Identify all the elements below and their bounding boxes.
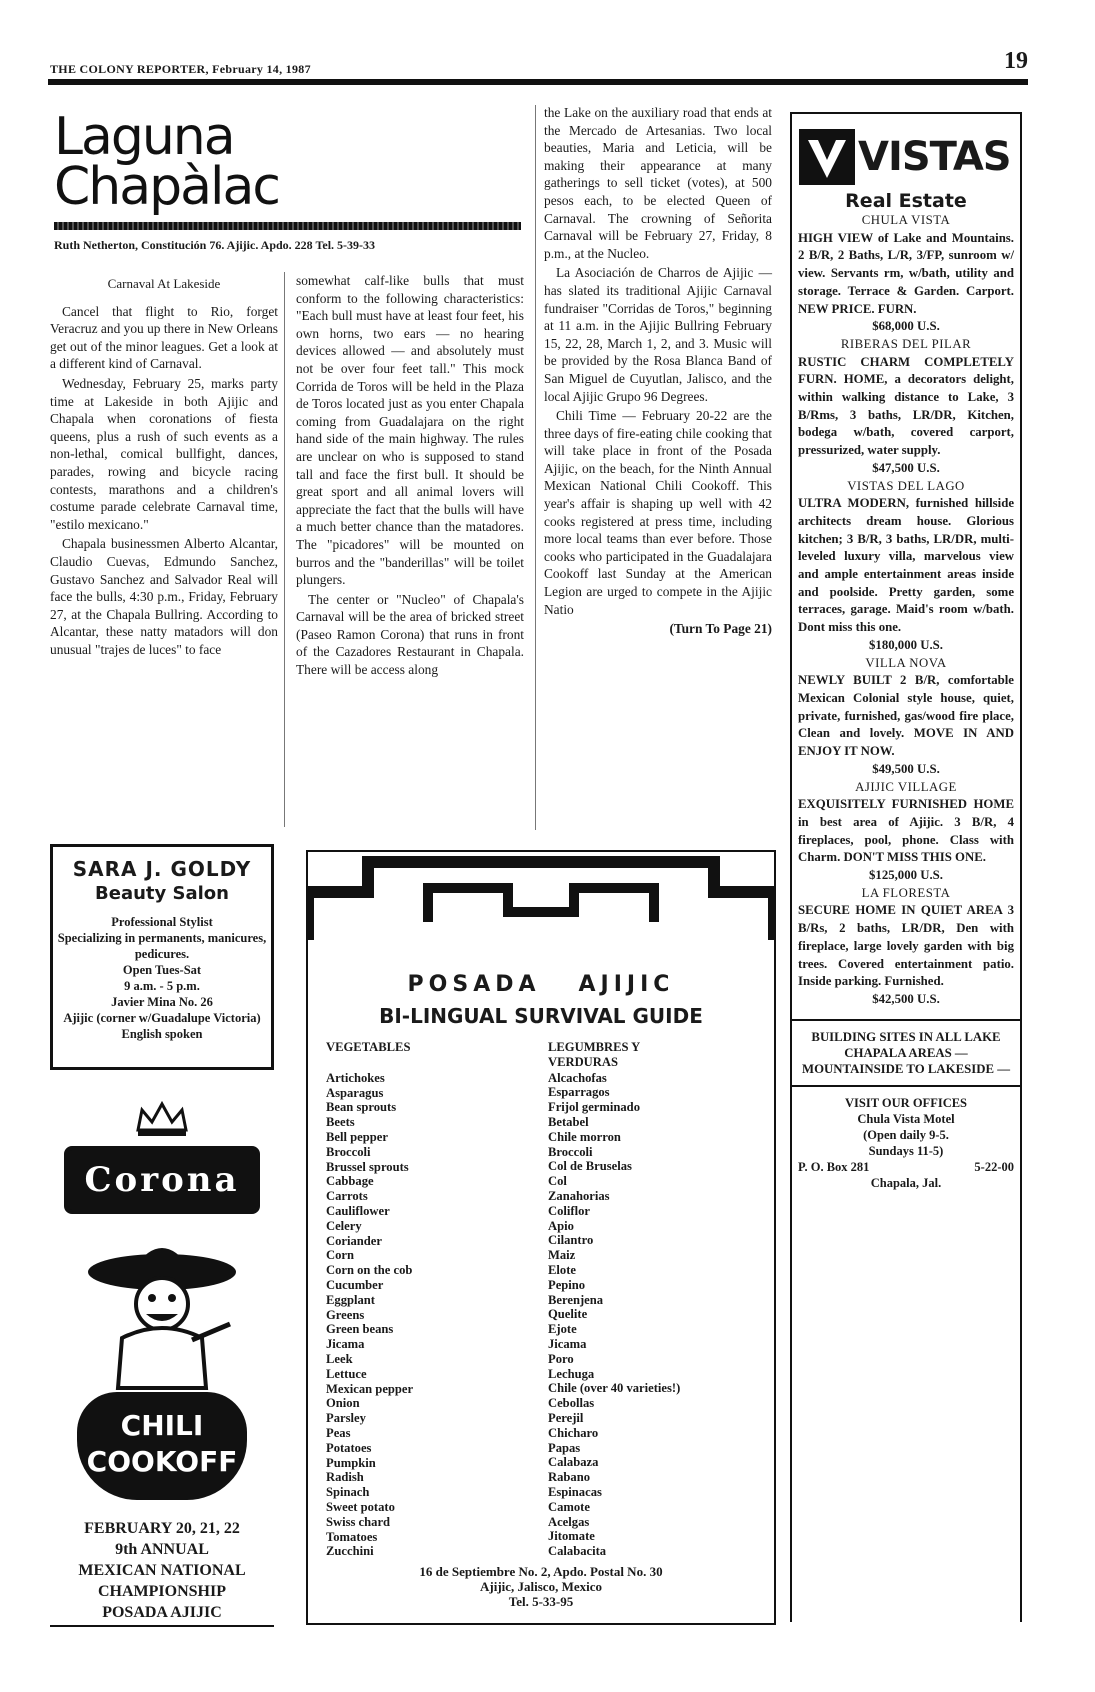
- page-number: 19: [1004, 48, 1028, 74]
- address-line: Tel. 5-33-95: [508, 1594, 574, 1609]
- english-list: [326, 1040, 536, 1559]
- column-title-line2: Chapàlac: [54, 157, 279, 217]
- listing-price: $68,000 U.S.: [872, 319, 940, 334]
- listing-body: RUSTIC CHARM COMPLETELY FURN. HOME, a decorators delight, within walking distance to Lake, 3 B/Rms, 3 baths, LR/DR, Kitchen, bodega w/bath, covered carport, pressurized, water supply.: [798, 354, 1014, 458]
- vegetable-english: Potatoes: [326, 1440, 372, 1455]
- office-line: (Open daily 9-5.: [863, 1127, 949, 1142]
- listing-body: SECURE HOME IN QUIET AREA 3 B/Rs, 2 baths, LR/DR, Den with fireplace, large lovely garden with big trees. Covered entertainment patio. Inside parking. Furnished.: [798, 903, 1014, 989]
- corona-bottom-rule: [50, 1625, 274, 1627]
- vegetable-spanish: Broccoli: [548, 1144, 593, 1159]
- office-line: Chapala, Jal.: [870, 1175, 942, 1190]
- article-para: Chapala businessmen Alberto Alcantar, Claudio Cuevas, Edmundo Sanchez, Gustavo Sanchez and Salvador Real will face the bulls, 4:30 p.m., Friday, February 27, at the Chapala Bullring. According to Alcantar, these natty matadors will don unusual "trajes de luces" to face: [50, 536, 278, 657]
- vegetable-spanish: Col de Bruselas: [548, 1159, 632, 1174]
- article-headline: Carnaval At Lakeside: [107, 276, 221, 291]
- vegetable-spanish: Pepino: [548, 1277, 586, 1292]
- vistas-offices: [792, 1085, 1020, 1191]
- vegetable-spanish: Papas: [548, 1440, 581, 1455]
- vegetable-spanish: Chile (over 40 varieties!): [548, 1381, 681, 1396]
- vegetable-english: Beets: [326, 1115, 355, 1130]
- title-rule: [54, 222, 521, 230]
- vistas-ad: [790, 112, 1022, 1622]
- vegetable-spanish: Cilantro: [548, 1233, 594, 1248]
- vegetable-spanish: Berenjena: [548, 1292, 604, 1307]
- vegetable-english: Carrots: [326, 1189, 368, 1204]
- fret-border-icon: [308, 852, 774, 947]
- posada-address: [308, 1564, 774, 1609]
- listing-body: HIGH VIEW of Lake and Mountains. 2 B/R, 2 Baths, L/R, 3/FP, sunroom w/ view. Servants rm, w/bath, utility and storage. Terrace & Garden. Carport. NEW PRICE. FURN.: [798, 230, 1014, 316]
- listing-heading: LA FLORESTA: [861, 885, 951, 900]
- corona-line: POSADA AJIJIC: [102, 1604, 222, 1621]
- vegetable-english: Cauliflower: [326, 1203, 390, 1218]
- vegetable-spanish: Betabel: [548, 1114, 589, 1129]
- corona-line: FEBRUARY 20, 21, 22: [84, 1520, 240, 1537]
- vegetable-english: Celery: [326, 1218, 362, 1233]
- address-line: Ajijic, Jalisco, Mexico: [479, 1579, 602, 1594]
- article-para: somewhat calf-like bulls that must conform to the following characteristics: "Each bull must have at least four feet, his own horns, two ears — no hearing devices allowed — and absolutely must not be over four feet tall." This mock Corrida de Toros will be held in the Plaza de Toros located just as you enter Chapala coming from Guadalajara on the right hand side of the main highway. The rules are unclear on who is supposed to stand tall and face the first bull. It should be great sport and all animal lovers will appreciate the fact that the bulls will have a much better chance than the matadores. The "picadores" will be mounted on burros and the "banderillas" will be toilet plungers.: [296, 273, 524, 588]
- vegetable-spanish: Coliflor: [548, 1203, 590, 1218]
- listing-body: NEWLY BUILT 2 B/R, comfortable Mexican Colonial style house, quiet, private, furnished, gas/wood fire place, Clean and lovely. MOVE IN AND ENJOY IT NOW.: [798, 673, 1014, 759]
- column-divider: [535, 105, 536, 830]
- vegetable-spanish: Rabano: [548, 1470, 590, 1485]
- v-emblem-icon: [798, 128, 856, 186]
- vistas-subtitle: Real Estate: [845, 190, 967, 212]
- vegetable-english: Brussel sprouts: [326, 1159, 409, 1174]
- vegetable-english: Zucchini: [326, 1544, 374, 1559]
- vegetable-english: Coriander: [326, 1233, 382, 1248]
- spanish-heading: VERDURAS: [548, 1054, 618, 1069]
- pobox: P. O. Box 281: [798, 1159, 870, 1174]
- posada-subtitle: BI-LINGUAL SURVIVAL GUIDE: [379, 1004, 703, 1028]
- corona-ad: [50, 1100, 274, 1620]
- listing-body: EXQUISITELY FURNISHED HOME in best area of Ajijic. 3 B/R, 4 fireplaces, pool, phone. Class with Charm. DON'T MISS THIS ONE.: [798, 797, 1014, 865]
- vistas-footer: [792, 1019, 1020, 1191]
- goldy-ad: [50, 844, 274, 1070]
- vegetable-spanish: Quelite: [548, 1307, 588, 1322]
- vegetable-spanish: Calabacita: [548, 1544, 607, 1559]
- article-para: Wednesday, February 25, marks party time at Lakeside in both Ajijic and Chapala when coronations of fiesta queens, plus a rush of such events as a non-lethal, comical bullfight, dances, parades, rowing and bicycle racing contests, marathons and a children's costume parade celebrate Carnaval time, "estilo mexicano.": [50, 375, 278, 532]
- listing-price: $49,500 U.S.: [872, 761, 940, 776]
- listing-price: $180,000 U.S.: [869, 637, 943, 652]
- vegetable-english: Onion: [326, 1396, 360, 1411]
- vegetable-spanish: Frijol germinado: [548, 1100, 640, 1115]
- vegetable-english: Peas: [326, 1425, 351, 1440]
- listing-price: $42,500 U.S.: [872, 991, 940, 1006]
- office-contact: [798, 1159, 1014, 1175]
- goldy-line: 9 a.m. - 5 p.m.: [124, 979, 200, 993]
- pot-line: CHILI: [120, 1409, 204, 1442]
- article-column-1: [50, 275, 278, 660]
- goldy-line: Specializing in permanents, manicures, pedicures.: [57, 931, 267, 961]
- vegetable-english: Swiss chard: [326, 1514, 391, 1529]
- vegetable-english: Broccoli: [326, 1144, 371, 1159]
- building-sites: BUILDING SITES IN ALL LAKE CHAPALA AREAS — MOUNTAINSIDE TO LAKESIDE —: [802, 1029, 1010, 1076]
- vegetable-english: Tomatoes: [326, 1529, 378, 1544]
- vegetable-english: Sweet potato: [326, 1499, 395, 1514]
- vegetable-english: Spinach: [326, 1485, 370, 1500]
- corona-details: [50, 1518, 274, 1623]
- vegetable-english: Bean sprouts: [326, 1100, 397, 1115]
- spanish-list: [548, 1040, 768, 1559]
- vegetable-english: Leek: [326, 1351, 353, 1366]
- listing-heading: RIBERAS DEL PILAR: [840, 336, 972, 351]
- vegetable-english: Jicama: [326, 1337, 365, 1352]
- goldy-subtitle: Beauty Salon: [95, 883, 229, 904]
- article-para: The center or "Nucleo" of Chapala's Carnaval will be the area of bricked street (Paseo Ramon Corona) that runs in front of the Cazadores Restaurant in Chapala. There will be access along: [296, 591, 524, 678]
- masthead: THE COLONY REPORTER, February 14, 1987: [50, 62, 311, 76]
- vegetable-english: Lettuce: [326, 1366, 367, 1381]
- crown-icon: [132, 1100, 192, 1138]
- listing-heading: VISTAS DEL LAGO: [847, 478, 965, 493]
- goldy-line: Ajijic (corner w/Guadalupe Victoria): [63, 1011, 261, 1025]
- listing-heading: CHULA VISTA: [861, 213, 951, 227]
- vegetable-english: Artichokes: [326, 1070, 385, 1085]
- posada-ad: [306, 850, 776, 1625]
- listing-price: $47,500 U.S.: [872, 460, 940, 475]
- goldy-line: English spoken: [121, 1027, 203, 1041]
- goldy-line: Javier Mina No. 26: [111, 995, 213, 1009]
- vegetable-english: Green beans: [326, 1322, 394, 1337]
- vegetable-spanish: Zanahorias: [548, 1188, 610, 1203]
- column-title-line1: Laguna: [54, 107, 234, 167]
- vistas-logo-text: VISTAS: [858, 134, 1011, 180]
- vegetable-spanish: Camote: [548, 1499, 590, 1514]
- vegetable-english: Cabbage: [326, 1174, 374, 1189]
- vegetable-spanish: Acelgas: [548, 1514, 590, 1529]
- vegetable-spanish: Jicama: [548, 1336, 587, 1351]
- vegetable-spanish: Perejil: [548, 1410, 584, 1425]
- pot-line: COOKOFF: [86, 1445, 238, 1478]
- vegetable-spanish: Elote: [548, 1262, 576, 1277]
- vegetable-english: Radish: [326, 1470, 364, 1485]
- posada-title: POSADA AJIJIC: [407, 972, 675, 997]
- address-line: 16 de Septiembre No. 2, Apdo. Postal No. 30: [419, 1564, 663, 1579]
- goldy-name: SARA J. GOLDY: [72, 857, 252, 881]
- column-title: [54, 107, 279, 217]
- vegetable-english: Greens: [326, 1307, 365, 1322]
- vegetable-spanish: Poro: [548, 1351, 574, 1366]
- goldy-line: Open Tues-Sat: [122, 963, 202, 977]
- vegetable-english: Cucumber: [326, 1277, 384, 1292]
- vegetable-english: Asparagus: [326, 1085, 384, 1100]
- listing-price: $125,000 U.S.: [869, 868, 943, 883]
- vegetable-spanish: Esparragos: [548, 1085, 610, 1100]
- listing-heading: AJIJIC VILLAGE: [855, 779, 957, 794]
- vegetable-spanish: Alcachofas: [548, 1070, 607, 1085]
- vegetable-english: Eggplant: [326, 1292, 375, 1307]
- corona-line: 9th ANNUAL: [115, 1541, 209, 1558]
- vegetable-spanish: Ejote: [548, 1322, 577, 1337]
- vegetable-spanish: Chicharo: [548, 1425, 599, 1440]
- listing-heading: VILLA NOVA: [865, 655, 947, 670]
- spanish-heading: LEGUMBRES Y: [548, 1040, 641, 1054]
- vistas-logo: [798, 128, 1014, 186]
- turn-to-page: (Turn To Page 21): [669, 621, 772, 637]
- corona-line: MEXICAN NATIONAL: [78, 1562, 246, 1579]
- vegetable-spanish: Espinacas: [548, 1484, 602, 1499]
- corona-logo: Corona: [64, 1146, 260, 1214]
- vegetable-english: Pumpkin: [326, 1455, 376, 1470]
- phone: 5-22-00: [974, 1159, 1014, 1174]
- vegetable-spanish: Maiz: [548, 1248, 576, 1263]
- article-para: Cancel that flight to Rio, forget Veracruz and you up there in New Orleans get out of the minor leagues. Get a look at a different kind of Carnaval.: [50, 303, 278, 372]
- vegetable-spanish: Col: [548, 1174, 567, 1189]
- sombrero-figure-icon: [82, 1228, 242, 1398]
- byline: Ruth Netherton, Constitución 76. Ajijic. Apdo. 228 Tel. 5-39-33: [54, 238, 376, 252]
- vegetable-spanish: Cebollas: [548, 1396, 595, 1411]
- vegetable-english: Corn: [326, 1248, 354, 1263]
- vegetable-spanish: Lechuga: [548, 1366, 595, 1381]
- article-column-3: [544, 104, 772, 638]
- vegetable-english: Corn on the cob: [326, 1263, 413, 1278]
- article-para: the Lake on the auxiliary road that ends at the Mercado de Artesanias. Two local beauties, Maria and Leticia, will be making their appearance at many gatherings to sell ticket (votes), at 500 pesos each, to be elected Queen of Carnaval. The crowning of Señorita Carnaval will be February 27, Friday, 8 p.m., at the Nucleo.: [544, 105, 772, 261]
- vistas-listings: [798, 212, 1014, 1009]
- vegetable-spanish: Jitomate: [548, 1529, 595, 1544]
- listing-body: ULTRA MODERN, furnished hillside architects dream house. Glorious kitchen; 3 B/R, 3 baths, LR/DR, multi-leveled luxury villa, marvelous view and ample entertainment areas inside and poolside. Pretty garden, some terraces, garage. Maid's room w/bath. Dont miss this one.: [798, 496, 1014, 635]
- corona-line: CHAMPIONSHIP: [98, 1583, 226, 1600]
- vegetable-english: Parsley: [326, 1411, 366, 1426]
- vegetable-english: Bell pepper: [326, 1129, 388, 1144]
- column-divider: [284, 272, 285, 827]
- vegetable-english: Mexican pepper: [326, 1381, 414, 1396]
- office-line: Sundays 11-5): [868, 1143, 944, 1158]
- article-para: Chili Time — February 20-22 are the three days of fire-eating chile cooking that will take place in front of the Posada Ajijic, on the beach, for the Ninth Annual Mexican National Chili Cookoff. This year's affair is shaping up well with 42 cooks registered at press time, including more local teams than ever before. Those cooks who participated in the Guadalajara Cookoff last Sunday at the American Legion are urged to compete in the Ajijic Natio: [544, 408, 772, 617]
- vegetable-spanish: Calabaza: [548, 1455, 599, 1470]
- chili-pot: [77, 1392, 247, 1500]
- goldy-line: Professional Stylist: [111, 915, 213, 929]
- article-column-2: [296, 272, 524, 681]
- header-rule: [48, 79, 1028, 85]
- vegetable-spanish: Chile morron: [548, 1129, 621, 1144]
- english-heading: VEGETABLES: [326, 1040, 411, 1054]
- article-para: La Asociación de Charros de Ajijic — has slated its traditional Ajijic Carnaval fundraiser "Corridas de Toros," beginning at 11 a.m. in the Ajijic Bullring February 15, 22, 28, March 1, 2, and 3. Music will be provided by the Rosa Blanca Band of San Miguel de Cuyutlan, Jalisco, and the local Ajijic Grupo 96 Degrees.: [544, 265, 772, 404]
- vegetable-spanish: Apio: [548, 1218, 574, 1233]
- office-line: Chula Vista Motel: [857, 1111, 955, 1126]
- office-line: VISIT OUR OFFICES: [844, 1095, 968, 1110]
